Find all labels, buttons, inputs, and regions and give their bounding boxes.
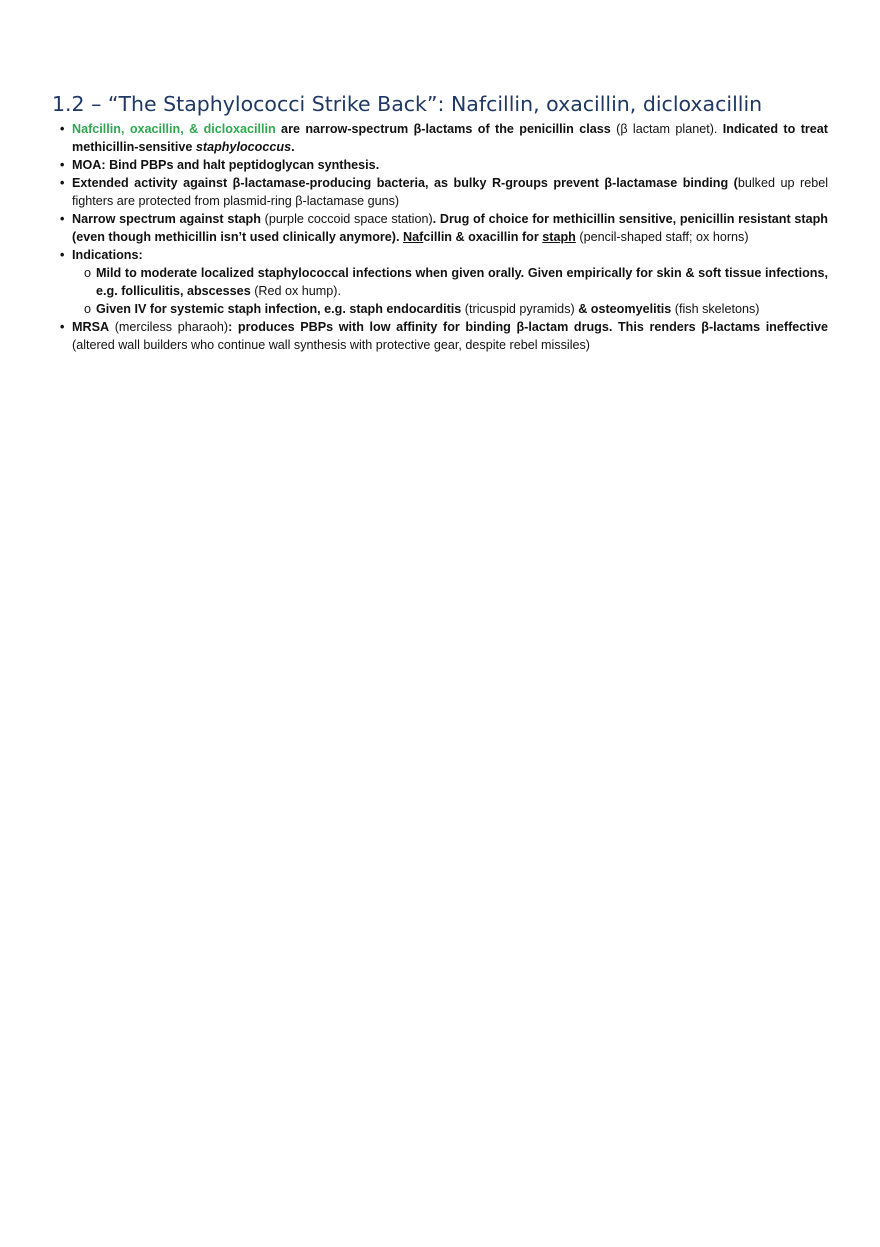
bullet-moa: • MOA: Bind PBPs and halt peptidoglycan synthesis. xyxy=(60,156,828,174)
sub-item-oral: o Mild to moderate localized staphylococcal infections when given orally. Given empirically for skin & soft tissue infections, e.g. folliculitis, abscesses (Red ox hump). xyxy=(84,264,828,300)
bullet-drug-class: • Nafcillin, oxacillin, & dicloxacillin are narrow-spectrum β-lactams of the penicillin class (β lactam planet). Indicated to treat methicillin-sensitive staphylococcus. xyxy=(60,120,828,156)
section-title: 1.2 – “The Staphylococci Strike Back”: Nafcillin, oxacillin, dicloxacillin xyxy=(52,92,763,116)
notes-content xyxy=(60,120,828,354)
sub-item-iv: o Given IV for systemic staph infection, e.g. staph endocarditis (tricuspid pyramids) & osteomyelitis (fish skeletons) xyxy=(84,300,828,318)
drug-names: Nafcillin, oxacillin, & dicloxacillin xyxy=(72,122,276,136)
bullet-list xyxy=(60,120,828,354)
bullet-mrsa: • MRSA (merciless pharaoh): produces PBPs with low affinity for binding β-lactam drugs. This renders β-lactams ineffective (altered wall builders who continue wall synthesis with protective gear, despite rebel missiles) xyxy=(60,318,828,354)
bullet-narrow-spectrum: • Narrow spectrum against staph (purple coccoid space station). Drug of choice for methicillin sensitive, penicillin resistant staph (even though methicillin isn’t used clinically anymore). Nafcillin & oxacillin for staph (pencil-shaped staff; ox horns) xyxy=(60,210,828,246)
bullet-indications: • Indications: o Mild to moderate localized staphylococcal infections when given orally. Given empirically for skin & soft tissue infections, e.g. folliculitis, abscesses (Red ox hump). o Given IV for systemic staph infection, e.g. staph endocarditis (tricuspid pyramids) & osteomyelitis (fish skeletons) xyxy=(60,246,828,318)
bullet-extended-activity: • Extended activity against β-lactamase-producing bacteria, as bulky R-groups prevent β-lactamase binding (bulked up rebel fighters are protected from plasmid-ring β-lactamase guns) xyxy=(60,174,828,210)
indications-sublist xyxy=(72,264,828,318)
